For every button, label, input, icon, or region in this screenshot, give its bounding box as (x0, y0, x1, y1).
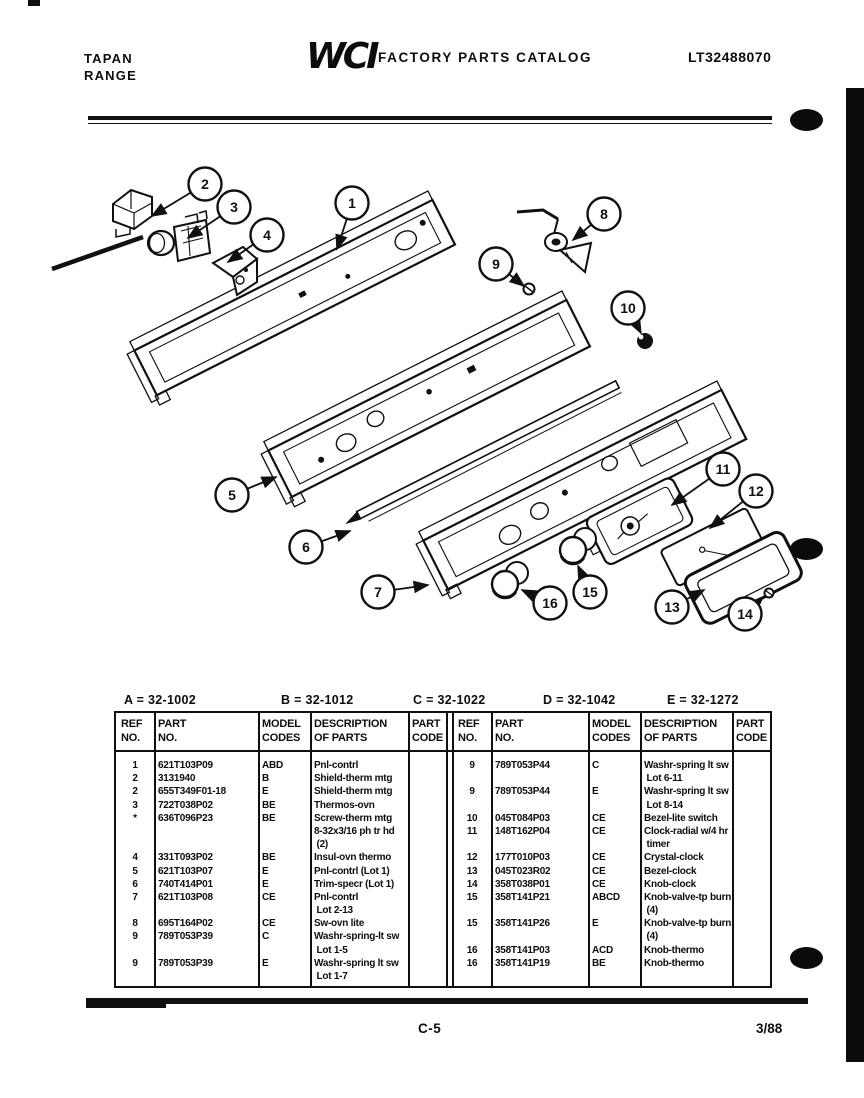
screw-part-9 (524, 284, 535, 295)
column-header: PART CODE (412, 718, 443, 744)
parts-table-header (116, 713, 770, 752)
parts-table-row: 8 695T164P02 CE Sw-ovn lite (132, 918, 365, 930)
column-header: PART NO. (495, 718, 524, 744)
model-legend-item: B = 32-1012 (281, 693, 354, 707)
brand-line2: RANGE (84, 68, 137, 83)
brand-line1: TAPAN (84, 51, 133, 66)
parts-table-row: 1 621T103P09 ABD Pnl-contrl (132, 760, 359, 771)
publication-number: LT32488070 (688, 49, 772, 65)
callout-number: 3 (230, 199, 238, 215)
callout-leader (636, 323, 641, 333)
callout-leader (247, 477, 276, 489)
column-header: REF NO. (458, 718, 480, 744)
panel-edge-line (52, 237, 143, 269)
parts-table-row: * 636T096P23 BE Screw-therm mtg (133, 812, 392, 824)
parts-table-body-right (453, 754, 774, 991)
parts-table-row: 12 177T010P03 CE Crystal-clock (466, 852, 704, 864)
model-legend-item: C = 32-1022 (413, 693, 486, 707)
catalog-title: FACTORY PARTS CATALOG (378, 50, 593, 65)
column-header: MODEL CODES (592, 718, 631, 744)
callout-number: 14 (737, 606, 753, 622)
parts-table-row: (4) (644, 931, 658, 943)
parts-table-row: Lot 2-13 (314, 905, 353, 917)
parts-table-row: 2 655T349F01-18 E Shield-therm mtg (132, 786, 393, 798)
callout-leader (578, 566, 583, 577)
parts-table-row: 2 3131940 B Shield-therm mtg (132, 773, 393, 785)
callout-number: 2 (201, 176, 209, 192)
callout-number: 4 (263, 227, 271, 243)
parts-table-row: 16 358T141P19 BE Knob-thermo (466, 957, 705, 969)
callout-number: 15 (582, 584, 598, 600)
binder-hole (790, 538, 823, 560)
callout-leader (152, 193, 191, 216)
binder-hole (790, 947, 823, 969)
parts-table-row: (4) (644, 905, 658, 917)
parts-table-row: 15 358T141P21 ABCD Knob-valve-tp burn (466, 891, 732, 903)
column-header: DESCRIPTION OF PARTS (644, 718, 717, 744)
callout-leader (322, 531, 350, 541)
parts-table-row: 14 358T038P01 CE Knob-clock (466, 878, 696, 890)
parts-table-row: 9 789T053P39 C Washr-spring-lt sw (132, 931, 400, 943)
footer-rule-blob (86, 1004, 166, 1008)
parts-table-row: 15 358T141P26 E Knob-valve-tp burn (466, 918, 732, 930)
screw-part-14 (765, 589, 774, 598)
parts-table-row: 3 722T038P02 BE Thermos-ovn (132, 799, 375, 811)
parts-table-row: 9 789T053P44 E Washr-spring lt sw (469, 786, 729, 798)
callout-leader (509, 274, 524, 286)
parts-table-row: 6 740T414P01 E Trim-specr (Lot 1) (132, 878, 394, 890)
parts-table (114, 711, 772, 988)
grommet-part-10 (637, 333, 653, 349)
model-legend (0, 693, 864, 709)
callout-number: 1 (348, 195, 356, 211)
callout-number: 12 (748, 483, 764, 499)
parts-table-row: Lot 6-11 (644, 773, 683, 785)
page-number: C-5 (418, 1021, 442, 1036)
parts-table-row: 11 148T162P04 CE Clock-radial w/4 hr (466, 825, 729, 837)
callout-number: 7 (374, 584, 382, 600)
callout-number: 6 (302, 539, 310, 555)
parts-table-row: 13 045T023R02 CE Bezel-clock (466, 865, 697, 877)
callout-number: 11 (715, 461, 731, 477)
column-header: DESCRIPTION OF PARTS (314, 718, 387, 744)
parts-table-body-left (116, 754, 447, 991)
parts-table-row: 9 789T053P39 E Washr-spring lt sw (132, 957, 399, 969)
parts-table-row: 16 358T141P03 ACD Knob-thermo (466, 944, 705, 956)
callout-number: 13 (664, 599, 680, 615)
callout-leader (573, 225, 591, 240)
parts-table-row: 4 331T093P02 BE Insul-ovn thermo (132, 852, 392, 864)
wci-logo: WCI (306, 36, 377, 77)
parts-table-row: 5 621T103P07 E Pnl-contrl (Lot 1) (132, 865, 390, 877)
parts-table-row: Lot 8-14 (644, 799, 683, 811)
callout-number: 10 (620, 300, 636, 316)
model-legend-item: E = 32-1272 (667, 693, 739, 707)
parts-table-row: timer (644, 839, 670, 851)
parts-table-row: 8-32x3/16 ph tr hd (314, 825, 395, 837)
parts-table-row: Lot 1-7 (314, 971, 348, 982)
callout-number: 9 (492, 256, 500, 272)
model-legend-item: A = 32-1002 (124, 693, 196, 707)
column-header: PART CODE (736, 718, 767, 744)
parts-table-row: 9 789T053P44 C Washr-spring lt sw (469, 760, 729, 771)
parts-table-row: 10 045T084P03 CE Bezel-lite switch (466, 812, 718, 824)
column-header: PART NO. (158, 718, 187, 744)
binder-hole (790, 109, 823, 131)
scan-speck (28, 0, 40, 6)
switch-assembly-part-8 (517, 210, 591, 272)
model-legend-item: D = 32-1042 (543, 693, 616, 707)
callout-leader (394, 585, 428, 590)
end-cap-part-2 (113, 190, 152, 237)
parts-table-row: (2) (314, 839, 328, 851)
parts-table-row: Lot 1-5 (314, 944, 348, 956)
callout-leader (522, 590, 535, 596)
callout-number: 8 (600, 206, 608, 222)
column-header: REF NO. (121, 718, 143, 744)
scan-edge-bar (846, 88, 864, 1062)
thermostat-part-3 (148, 211, 210, 261)
revision-date: 3/88 (756, 1021, 783, 1036)
footer-rule (86, 998, 808, 1004)
callout-number: 16 (542, 595, 558, 611)
callout-number: 5 (228, 487, 236, 503)
knob-part-15 (560, 528, 596, 564)
parts-table-row: 7 621T103P08 CE Pnl-contrl (132, 891, 359, 903)
knob-part-16 (492, 562, 528, 598)
column-header: MODEL CODES (262, 718, 301, 744)
